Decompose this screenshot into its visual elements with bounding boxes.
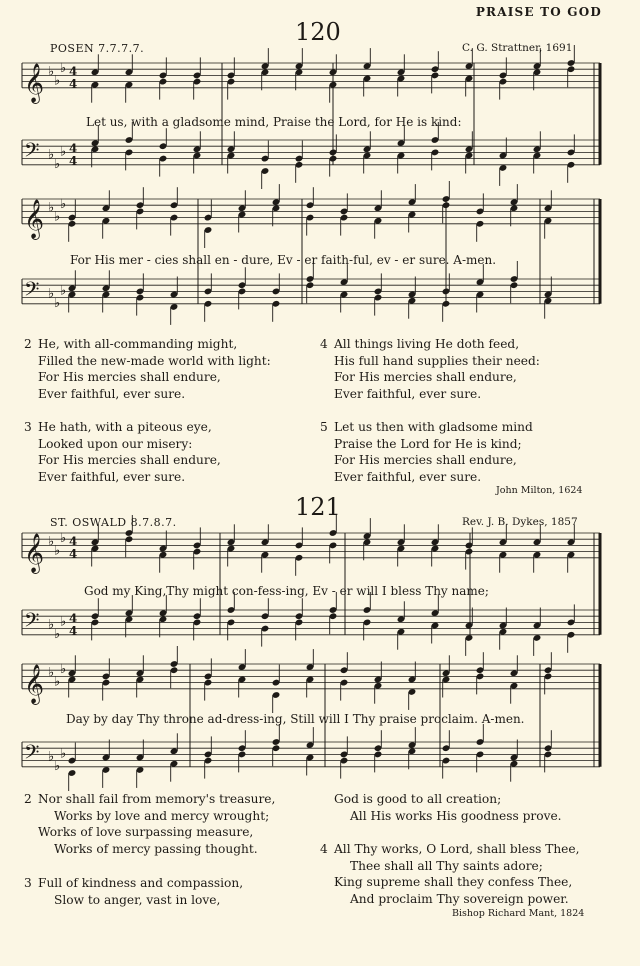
hymn-number-121: 121	[295, 493, 341, 521]
svg-text:♭: ♭	[48, 64, 55, 80]
verse-line: Works of mercy passing thought.	[54, 841, 258, 856]
svg-text:4: 4	[69, 153, 78, 168]
verse-line: Ever faithful, ever sure.	[38, 469, 186, 484]
verse-number: 3	[24, 420, 32, 434]
verse-line: His full hand supplies their need:	[334, 353, 540, 368]
verse-line: For His mercies shall endure,	[334, 453, 517, 468]
svg-text:♭: ♭	[54, 674, 61, 690]
svg-text:4: 4	[69, 64, 78, 79]
svg-text:♭: ♭	[60, 197, 67, 213]
svg-text:♭: ♭	[48, 617, 55, 633]
verse-line: Nor shall fail from memory's treasure,	[38, 792, 276, 806]
svg-text:♭: ♭	[54, 295, 61, 311]
svg-text:4: 4	[69, 534, 78, 549]
verse-line: For His mercies shall endure,	[38, 453, 221, 468]
svg-text:♭: ♭	[54, 758, 61, 774]
verse-120-5	[320, 419, 533, 485]
svg-text:4: 4	[69, 623, 78, 638]
svg-text:♭: ♭	[60, 61, 67, 77]
verse-line: Works by love and mercy wrought;	[54, 808, 270, 823]
verse-line: He hath, with a piteous eye,	[38, 420, 212, 434]
tune-name-121: ST. OSWALD 8.7.8.7.	[50, 516, 177, 529]
verse-line: All Thy works, O Lord, shall bless Thee,	[334, 842, 580, 856]
verse-line: Ever faithful, ever sure.	[334, 469, 482, 484]
verse-line: God is good to all creation;	[334, 792, 502, 806]
verse-line: Let us then with gladsome mind	[334, 420, 533, 434]
verse-line: Filled the new-made world with light:	[38, 353, 271, 368]
lyrics-121-line-1: God my King,Thy might con-fess-ing, Ev - er will I bless Thy name;	[84, 584, 489, 598]
svg-text:♭: ♭	[48, 534, 55, 550]
svg-text:4: 4	[69, 141, 78, 156]
svg-text:4: 4	[69, 76, 78, 91]
verse-line: And proclaim Thy sovereign power.	[350, 891, 569, 906]
svg-text:♭: ♭	[54, 626, 61, 642]
verse-number: 3	[24, 876, 32, 890]
svg-text:♭: ♭	[48, 147, 55, 163]
svg-text:𝄞: 𝄞	[24, 532, 45, 573]
svg-text:♭: ♭	[48, 286, 55, 302]
svg-text:4: 4	[69, 611, 78, 626]
verse-line: Full of kindness and compassion,	[38, 876, 244, 890]
svg-text:♭: ♭	[60, 614, 67, 630]
lyrics-120-line-2: For His mer - cies shall en - dure, Ev - er faith-ful, ev - er sure. A-men.	[70, 253, 497, 267]
verse-line: Works of love surpassing measure,	[38, 825, 254, 840]
svg-text:♭: ♭	[48, 749, 55, 765]
verse-number: 4	[320, 842, 328, 856]
svg-text:♭: ♭	[54, 156, 61, 172]
svg-text:𝄢: 𝄢	[24, 608, 40, 637]
section-title: PRAISE TO GOD	[475, 5, 602, 19]
verse-line: King supreme shall they confess Thee,	[334, 875, 573, 890]
lyrics-120-line-1: Let us, with a gladsome mind, Praise the Lord, for He is kind:	[86, 115, 462, 129]
svg-text:♭: ♭	[54, 73, 61, 89]
svg-text:𝄞: 𝄞	[24, 198, 45, 239]
svg-text:♭: ♭	[60, 283, 67, 299]
hymn-number-120: 120	[295, 18, 341, 46]
author-120: John Milton, 1624	[496, 485, 583, 496]
verse-line: He, with all-commanding might,	[38, 337, 238, 351]
verse-121-3	[24, 875, 243, 908]
tune-name-120: POSEN 7.7.7.7.	[50, 42, 145, 55]
verse-line: Thee shall all Thy saints adore;	[350, 858, 543, 873]
svg-text:𝄞: 𝄞	[24, 663, 45, 704]
svg-text:𝄢: 𝄢	[24, 277, 40, 306]
author-121: Bishop Richard Mant, 1824	[452, 908, 585, 919]
svg-text:𝄢: 𝄢	[24, 138, 40, 167]
verse-120-4	[320, 336, 540, 402]
verse-line: Ever faithful, ever sure.	[38, 386, 186, 401]
svg-text:♭: ♭	[60, 531, 67, 547]
verse-line: Looked upon our misery:	[38, 436, 193, 451]
svg-text:♭: ♭	[48, 200, 55, 216]
verse-120-3	[24, 419, 221, 485]
svg-text:𝄢: 𝄢	[24, 740, 40, 769]
svg-text:♭: ♭	[60, 144, 67, 160]
verse-121-3-cont	[320, 791, 562, 824]
verse-120-2	[24, 336, 271, 402]
verse-number: 2	[24, 792, 32, 806]
verse-line: Ever faithful, ever sure.	[334, 386, 482, 401]
composer-120: C. G. Strattner, 1691	[462, 42, 573, 54]
verse-121-2	[24, 791, 275, 857]
verse-line: All His works His goodness prove.	[350, 808, 562, 823]
svg-text:♭: ♭	[60, 746, 67, 762]
verse-line: For His mercies shall endure,	[334, 370, 517, 385]
verse-line: For His mercies shall endure,	[38, 370, 221, 385]
verse-number: 5	[320, 420, 328, 434]
verse-line: Slow to anger, vast in love,	[54, 892, 221, 907]
svg-text:♭: ♭	[48, 665, 55, 681]
composer-121: Rev. J. B. Dykes, 1857	[462, 516, 578, 528]
svg-text:♭: ♭	[54, 543, 61, 559]
lyrics-121-line-2: Day by day Thy throne ad-dress-ing, Still will I Thy praise proclaim. A-men.	[66, 712, 525, 726]
verse-line: Praise the Lord for He is kind;	[334, 436, 522, 451]
svg-text:4: 4	[69, 546, 78, 561]
svg-text:𝄞: 𝄞	[24, 62, 45, 103]
verse-line: All things living He doth feed,	[334, 337, 520, 351]
verse-number: 2	[24, 337, 32, 351]
verse-121-4	[320, 841, 579, 907]
svg-text:♭: ♭	[60, 662, 67, 678]
svg-text:♭: ♭	[54, 209, 61, 225]
verse-number: 4	[320, 337, 328, 351]
